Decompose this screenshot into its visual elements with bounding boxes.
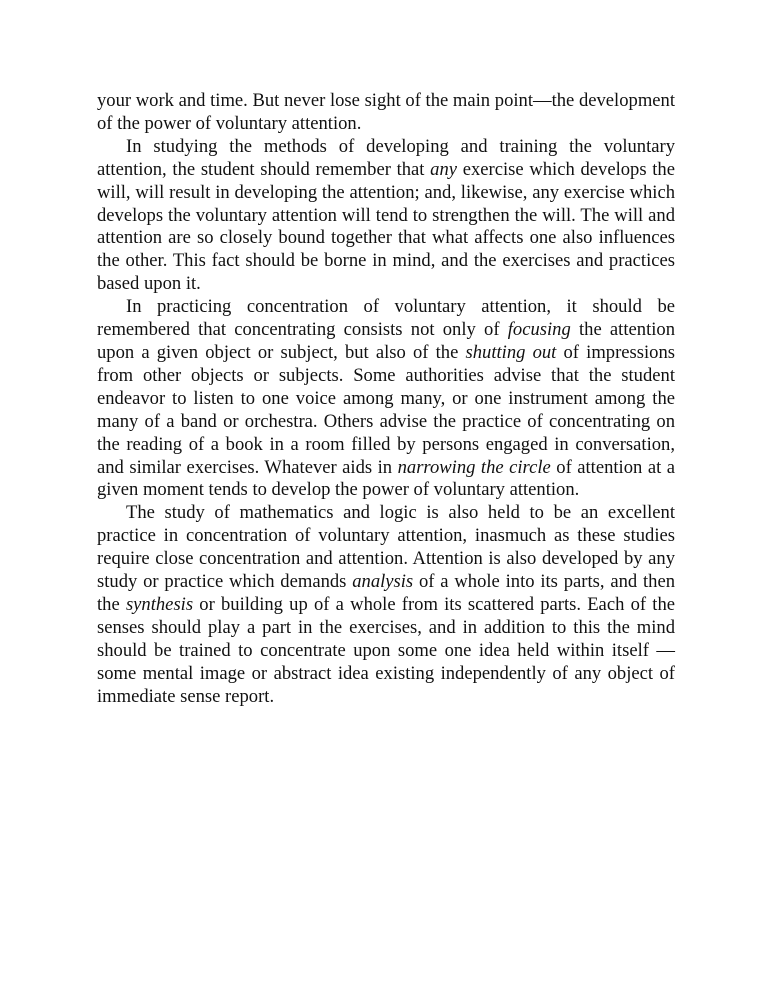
emphasis-text: analysis bbox=[352, 571, 414, 593]
emphasis-text: any bbox=[430, 158, 458, 180]
text-segment: In practicing concentration of voluntary attention, it should be remembered that concentrating consists not only of bbox=[97, 296, 675, 341]
emphasis-text: shutting out bbox=[465, 341, 557, 363]
paragraph bbox=[97, 296, 675, 502]
emphasis-text: focusing bbox=[507, 319, 571, 341]
paragraph bbox=[97, 90, 675, 136]
body-text bbox=[97, 90, 675, 708]
text-segment: of attention at a given moment tends to develop the power of voluntary attention. bbox=[97, 456, 675, 501]
text-segment: of a whole into its parts, and then the bbox=[97, 571, 676, 615]
paragraph bbox=[97, 136, 675, 296]
text-segment: the attention upon a given object or subject, but also of the bbox=[97, 319, 675, 363]
text-segment: or building up of a whole from its scattered parts. Each of the senses should play a part in the exercises, and in addition to this the mind should be trained to concentrate upon some one idea held within itself —some mental image or abstract idea existing independently of any object of immediate sense report. bbox=[97, 593, 675, 707]
text-segment: exercise which develops the will, will result in developing the attention; and, likewise, any exercise which develops the voluntary attention will tend to strengthen the will. The will and attention are so closely bound together that what affects one also influences the other. This fact should be borne in mind, and the exercises and practices based upon it. bbox=[97, 158, 675, 295]
text-segment: of impressions from other objects or subjects. Some authorities advise that the student endeavor to listen to one voice among many, or one instrument among the many of a band or orchestra. Others advise the practice of concentrating on the reading of a book in a room filled by persons engaged in conversation, and similar exercises. Whatever aids in bbox=[97, 341, 675, 478]
text-segment: your work and time. But never lose sight of the main point—the development of the power of voluntary attention. bbox=[97, 90, 675, 134]
emphasis-text: narrowing the circle bbox=[397, 456, 551, 478]
text-segment: In studying the methods of developing and training the voluntary attention, the student should remember that bbox=[97, 135, 675, 180]
emphasis-text: synthesis bbox=[125, 593, 194, 615]
text-segment: The study of mathematics and logic is also held to be an excellent practice in concentration of voluntary attention, inasmuch as these studies require close concentration and attention. Attention is also developed by any study or practice which demands bbox=[97, 502, 675, 593]
paragraph bbox=[97, 502, 675, 708]
